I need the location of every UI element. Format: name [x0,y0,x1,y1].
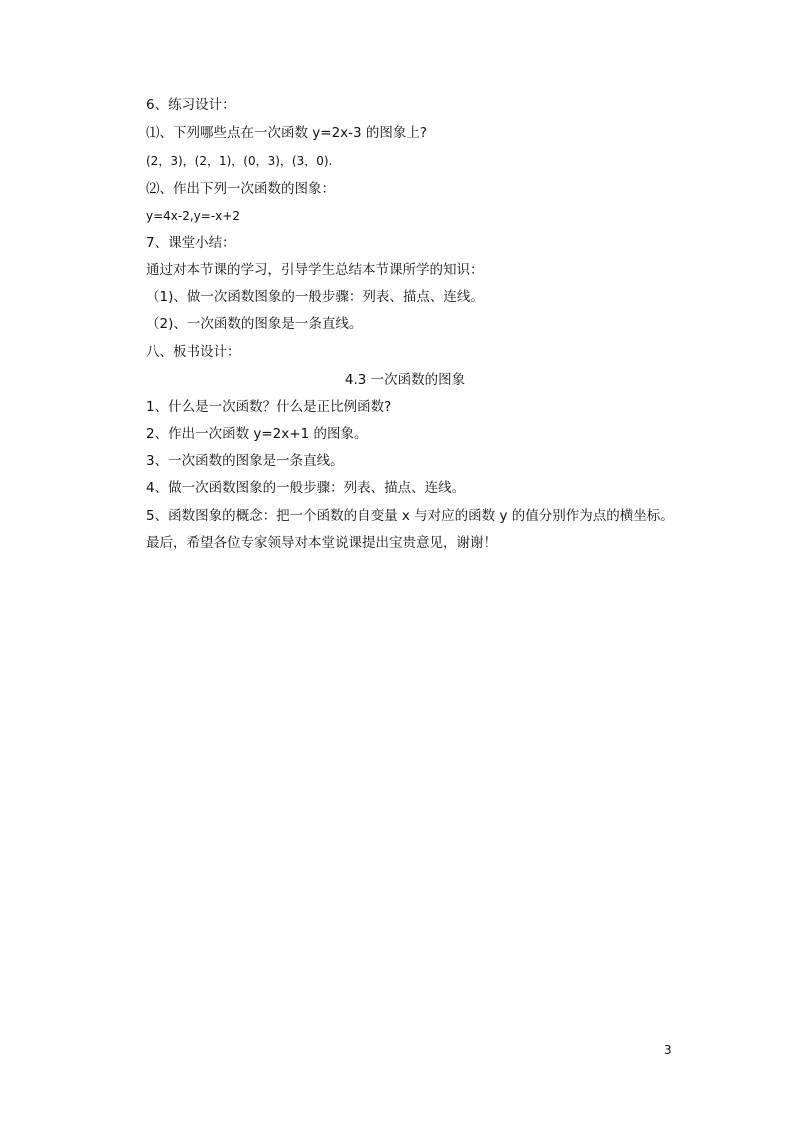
section-heading-board-design: 八、板书设计： [146,344,241,360]
summary-intro: 通过对本节课的学习，引导学生总结本节课所学的知识： [146,262,484,278]
practice-functions: y=4x-2,y=-x+2 [146,209,240,223]
summary-point-1: （1)、做一次函数图象的一般步骤：列表、描点、连线。 [146,289,484,305]
summary-point-2: （2)、一次函数的图象是一条直线。 [146,316,363,332]
practice-points-list: (2，3)，(2，1)，(0，3)，(3，0). [146,154,333,168]
closing-remark: 最后，希望各位专家领导对本堂说课提出宝贵意见，谢谢！ [146,535,497,551]
board-title: 4.3 一次函数的图象 [344,372,466,388]
board-item-1: 1、什么是一次函数？什么是正比例函数? [146,399,392,415]
section-heading-summary: 7、课堂小结： [146,235,236,251]
board-item-5: 5、函数图象的概念：把一个函数的自变量 x 与对应的函数 y 的值分别作为点的横坐标。 [146,508,674,524]
section-heading-practice-design: 6、练习设计： [146,97,236,113]
board-item-2: 2、作出一次函数 y=2x+1 的图象。 [146,426,368,442]
board-item-4: 4、做一次函数图象的一般步骤：列表、描点、连线。 [146,480,466,496]
page-number: 3 [664,1043,672,1057]
practice-question-2: ⑵、作出下列一次函数的图象： [146,181,335,197]
practice-question-1: ⑴、下列哪些点在一次函数 y=2x-3 的图象上? [146,125,428,141]
board-item-3: 3、一次函数的图象是一条直线。 [146,453,344,469]
